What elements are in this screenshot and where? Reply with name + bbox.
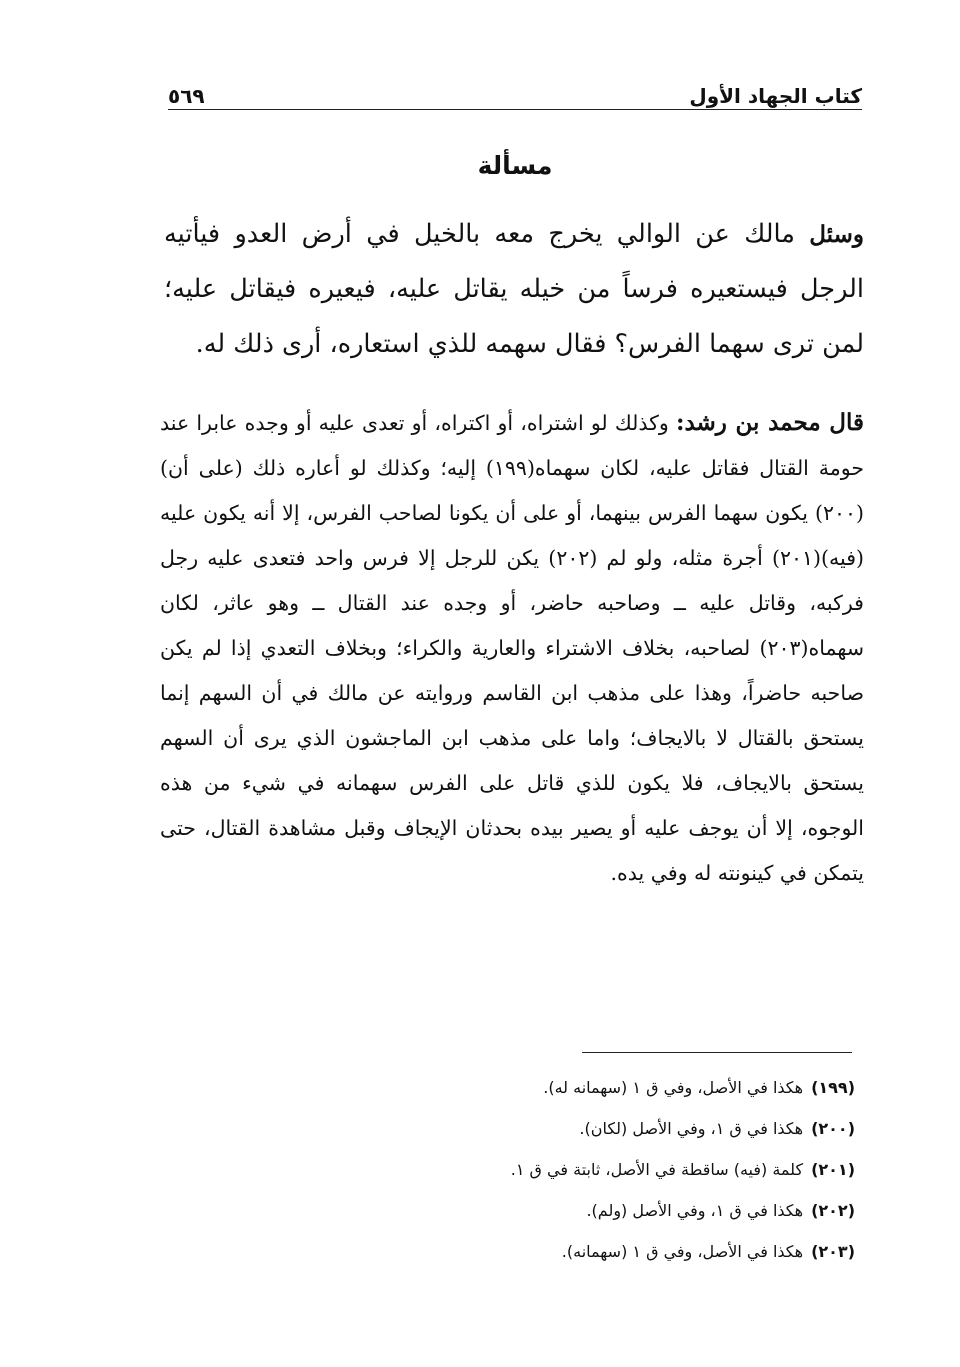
question-paragraph	[164, 207, 864, 372]
question-text: مالك عن الوالي يخرج معه بالخيل في أرض العدو فيأتيه الرجل فيستعيره فرساً من خيله يقاتل عليه، فيعيره فيقاتل عليه؛ لمن ترى سهما الفرس؟ فقال سهمه للذي استعاره، أرى ذلك له.	[164, 219, 864, 359]
footnote-number: (٢٠٣)	[811, 1242, 855, 1261]
footnote-number: (٢٠١)	[811, 1160, 855, 1179]
running-header-title: كتاب الجهاد الأول	[689, 84, 862, 108]
section-heading: مسألة	[477, 151, 553, 180]
footnote	[400, 1190, 855, 1231]
page-number: ٥٦٩	[168, 84, 205, 108]
running-header	[168, 66, 862, 110]
footnote-number: (١٩٩)	[811, 1078, 855, 1097]
footnote	[400, 1067, 855, 1108]
header-rule	[168, 109, 862, 110]
footnote-text: هكذا في ق ١، وفي الأصل (ولم).	[586, 1201, 804, 1220]
footnote-text: هكذا في ق ١، وفي الأصل (لكان).	[579, 1119, 804, 1138]
footnote	[400, 1231, 855, 1272]
footnote-number: (٢٠٢)	[811, 1201, 855, 1220]
question-lead: وسئل	[809, 221, 865, 248]
commentary-paragraph	[160, 400, 864, 896]
footnote	[400, 1108, 855, 1149]
footnote-rule	[582, 1052, 852, 1053]
commentary-lead: قال محمد بن رشد:	[675, 409, 865, 436]
footnote-text: كلمة (فيه) ساقطة في الأصل، ثابتة في ق ١.	[510, 1160, 804, 1179]
footnote	[400, 1149, 855, 1190]
footnote-text: هكذا في الأصل، وفي ق ١ (سهمانه له).	[543, 1078, 804, 1097]
commentary-text: وكذلك لو اشتراه، أو اكتراه، أو تعدى عليه أو وجده عابرا عند حومة القتال فقاتل عليه، لكان سهماه(١٩٩) إليه؛ وكذلك لو أعاره ذلك (على أن)(٢٠٠) يكون سهما الفرس بينهما، أو على أن يكونا لصاحب الفرس، إلا أنه يكون عليه (فيه)(٢٠١) أجرة مثله، ولو لم (٢٠٢) يكن للرجل إلا فرس واحد فتعدى عليه رجل فركبه، وقاتل عليه ــ وصاحبه حاضر، أو وجده عند القتال ــ وهو عاثر، لكان سهماه(٢٠٣) لصاحبه، بخلاف الاشتراء والعارية والكراء؛ وبخلاف التعدي إذا لم يكن صاحبه حاضراً، وهذا على مذهب ابن القاسم وروايته عن مالك في أن السهم إنما يستحق بالقتال لا بالايجاف؛ واما على مذهب ابن الماجشون الذي يرى أن السهم يستحق بالايجاف، فلا يكون للذي قاتل على الفرس سهمانه في شيء من هذه الوجوه، إلا أن يوجف عليه أو يصير بيده بحدثان الإيجاف وقبل مشاهدة القتال، حتى يتمكن في كينونته له وفي يده.	[160, 411, 864, 885]
footnote-list	[400, 1067, 855, 1272]
footnote-text: هكذا في الأصل، وفي ق ١ (سهمانه).	[561, 1242, 804, 1261]
footnote-number: (٢٠٠)	[811, 1119, 855, 1138]
